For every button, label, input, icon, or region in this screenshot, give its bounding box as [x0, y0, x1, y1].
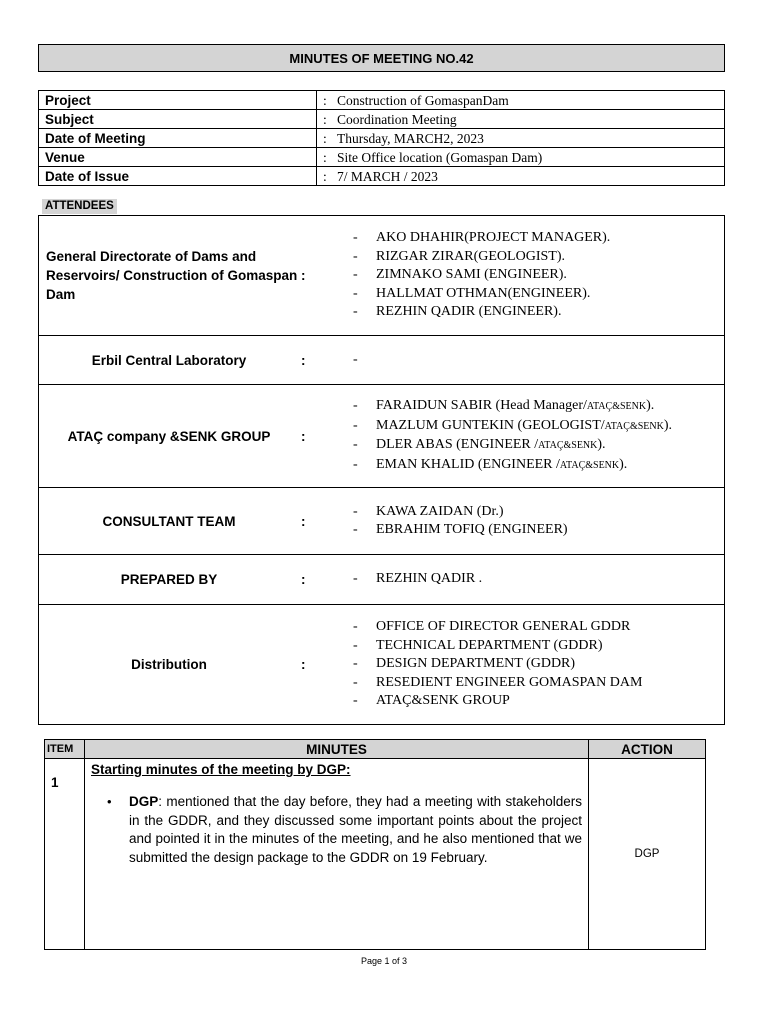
info-row-venue — [39, 148, 725, 167]
attendee-list — [353, 488, 568, 554]
attendee-name: EBRAHIM TOFIQ (ENGINEER) — [376, 522, 568, 537]
info-value: Construction of GomaspanDam — [337, 92, 509, 108]
info-label: Date of Meeting — [39, 129, 317, 148]
column-header-action: ACTION — [589, 740, 706, 759]
attendee-tail: ). — [663, 417, 673, 433]
info-value-cell — [317, 148, 725, 167]
list-item — [353, 436, 672, 456]
info-label: Subject — [39, 110, 317, 129]
attendee-org: CONSULTANT TEAM — [102, 513, 236, 529]
dash: - — [353, 248, 358, 264]
attendee-org: Distribution — [131, 657, 207, 672]
document-title — [38, 44, 725, 72]
minutes-heading: Starting minutes of the meeting by DGP: — [91, 762, 351, 777]
dash: - — [353, 571, 358, 587]
attendee-colon: : — [301, 572, 306, 587]
list-item — [353, 692, 642, 711]
attendee-tail: ). — [597, 437, 606, 452]
attendee-org: ATAÇ company &SENK GROUP — [67, 428, 271, 444]
list-item — [353, 674, 642, 693]
attendee-name: AKO DHAHIR(PROJECT MANAGER). — [376, 230, 611, 246]
info-row-subject — [39, 110, 725, 129]
attendee-name: ZIMNAKO SAMI (ENGINEER). — [376, 267, 567, 283]
minutes-content — [85, 759, 588, 867]
list-item — [353, 303, 610, 322]
meeting-info-table — [38, 90, 725, 186]
item-number: 1 — [51, 775, 59, 790]
attendee-group-erbil-lab — [39, 336, 724, 385]
dash: - — [353, 503, 358, 519]
list-item — [353, 503, 568, 522]
info-value-cell — [317, 129, 725, 148]
dash: - — [353, 656, 358, 672]
attendee-tail: ). — [619, 456, 628, 472]
info-value: Site Office location (Gomaspan Dam) — [337, 149, 543, 165]
column-header-item: ITEM — [45, 740, 85, 759]
attendee-list — [353, 555, 482, 604]
info-row-project — [39, 91, 725, 110]
info-value: Coordination Meeting — [337, 111, 457, 127]
dash: - — [353, 674, 358, 690]
minutes-paragraph — [91, 793, 582, 867]
dash: - — [353, 693, 358, 709]
dash: - — [353, 522, 358, 537]
speaker-name: DGP — [129, 794, 159, 809]
info-colon: : — [323, 149, 327, 165]
attendees-label: ATTENDEES — [42, 199, 117, 214]
attendee-group-atac-senk — [39, 385, 724, 488]
document-title-text: MINUTES OF MEETING NO.42 — [289, 50, 474, 66]
attendee-org: General Directorate of Dams and Reservoirs/ Construction of Gomaspan Dam — [46, 249, 298, 302]
info-colon: : — [323, 130, 327, 146]
table-row — [45, 759, 706, 950]
dash: - — [353, 437, 358, 452]
attendee-name: DLER ABAS (ENGINEER / — [376, 437, 539, 452]
list-item — [353, 570, 482, 589]
company-abbr: ATAÇ&SENK — [538, 440, 598, 451]
dash: - — [353, 304, 358, 320]
page-number: Page 1 of 3 — [360, 956, 408, 966]
list-item — [353, 248, 610, 267]
attendee-colon: : — [301, 268, 306, 283]
attendee-name: EMAN KHALID (ENGINEER / — [376, 456, 560, 472]
attendee-name: MAZLUM GUNTEKIN (GEOLOGIST/ — [376, 417, 605, 433]
list-item — [353, 266, 610, 285]
info-value-cell — [317, 110, 725, 129]
attendee-name: KAWA ZAIDAN (Dr.) — [376, 503, 504, 519]
attendee-list — [353, 336, 376, 384]
dash: - — [353, 285, 358, 301]
dash: - — [353, 417, 358, 433]
column-header-minutes: MINUTES — [85, 740, 589, 759]
distribution-recipient: ATAÇ&SENK GROUP — [376, 693, 510, 709]
dash: - — [353, 637, 358, 653]
attendee-list — [353, 605, 642, 724]
list-item — [353, 521, 568, 540]
info-value: Thursday, MARCH2, 2023 — [337, 130, 484, 146]
info-value-cell — [317, 167, 725, 186]
info-label: Project — [39, 91, 317, 110]
attendee-group-prepared-by — [39, 555, 724, 605]
info-row-date-of-meeting — [39, 129, 725, 148]
minutes-header-row — [45, 740, 706, 759]
info-colon: : — [323, 92, 327, 108]
distribution-recipient: OFFICE OF DIRECTOR GENERAL GDDR — [376, 619, 631, 635]
list-item — [353, 351, 376, 370]
attendee-colon: : — [301, 352, 306, 368]
info-value: 7/ MARCH / 2023 — [337, 168, 438, 184]
list-item — [353, 618, 642, 637]
info-colon: : — [323, 111, 327, 127]
minutes-text: : mentioned that the day before, they had a meeting with stakeholders in the GDDR, and they discussed some important points about the project and pointed it in the minutes of the meeting, and he also mentioned that we submitted the design package to the GDDR on 19 February. — [129, 794, 582, 865]
distribution-recipient: DESIGN DEPARTMENT (GDDR) — [376, 656, 576, 672]
attendee-group-gddr — [39, 216, 724, 336]
list-item — [353, 637, 642, 656]
attendee-name: HALLMAT OTHMAN(ENGINEER). — [376, 285, 591, 301]
info-colon: : — [323, 168, 327, 184]
company-abbr: ATAÇ&SENK — [604, 420, 664, 432]
dash: - — [353, 398, 358, 413]
list-item — [353, 229, 610, 248]
minutes-cell — [85, 759, 589, 950]
attendee-colon: : — [301, 513, 306, 529]
list-item — [353, 417, 672, 437]
attendee-colon: : — [301, 657, 306, 672]
list-item — [353, 397, 672, 417]
attendee-group-distribution — [39, 605, 724, 724]
info-label: Venue — [39, 148, 317, 167]
company-abbr: ATAÇ&SENK — [586, 401, 647, 412]
action-cell: DGP — [589, 759, 706, 950]
attendee-name: FARAIDUN SABIR (Head Manager/ — [376, 398, 587, 413]
attendee-org: Erbil Central Laboratory — [91, 352, 247, 368]
attendees-table — [38, 215, 725, 725]
attendee-list — [353, 216, 610, 335]
dash: - — [353, 351, 358, 367]
attendee-name: REZHIN QADIR (ENGINEER). — [376, 304, 562, 320]
dash: - — [353, 619, 358, 635]
dash: - — [353, 267, 358, 283]
distribution-recipient: TECHNICAL DEPARTMENT (GDDR) — [376, 637, 603, 653]
attendee-name: RIZGAR ZIRAR(GEOLOGIST). — [376, 248, 565, 264]
attendee-colon: : — [301, 428, 306, 444]
list-item — [353, 456, 672, 476]
company-abbr: ATAÇ&SENK — [559, 459, 620, 471]
dash: - — [353, 230, 358, 246]
item-cell — [45, 759, 85, 950]
attendee-name: REZHIN QADIR . — [376, 571, 483, 587]
dash: - — [353, 456, 358, 472]
info-label: Date of Issue — [39, 167, 317, 186]
bullet-icon: • — [107, 794, 112, 809]
attendee-tail: ). — [646, 398, 655, 413]
info-value-cell — [317, 91, 725, 110]
distribution-recipient: RESEDIENT ENGINEER GOMASPAN DAM — [376, 674, 643, 690]
list-item — [353, 655, 642, 674]
attendee-group-consultant — [39, 488, 724, 555]
attendee-list — [353, 385, 672, 487]
info-row-date-of-issue — [39, 167, 725, 186]
list-item — [353, 285, 610, 304]
attendee-org: PREPARED BY — [120, 572, 218, 587]
minutes-table — [44, 739, 706, 950]
